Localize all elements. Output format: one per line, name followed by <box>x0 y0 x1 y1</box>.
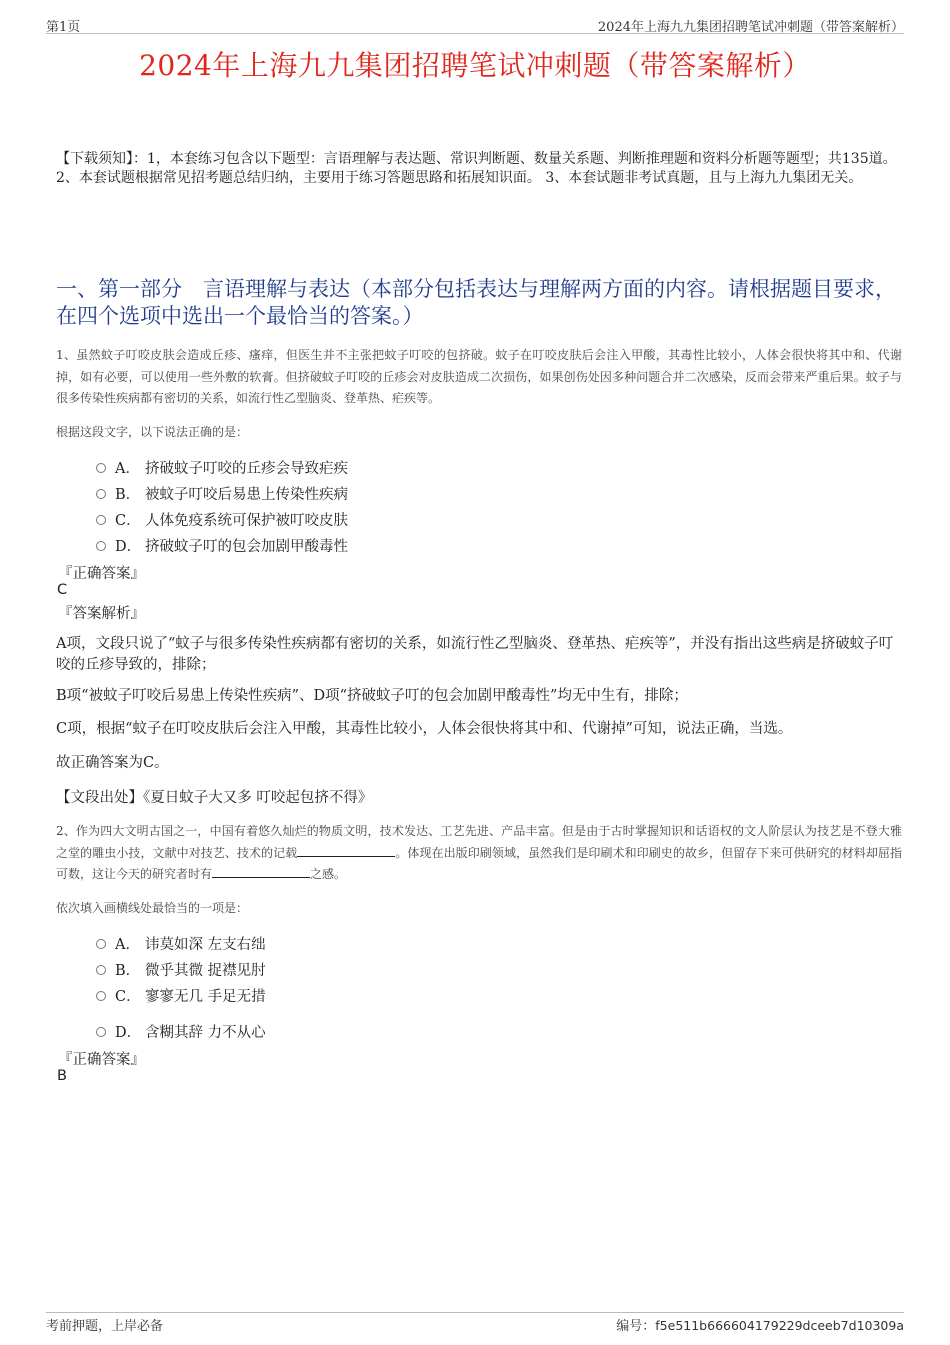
document-title: 2024年上海九九集团招聘笔试冲刺题（带答案解析） <box>139 49 811 82</box>
option-text: 含糊其辞 力不从心 <box>145 1025 266 1041</box>
radio-icon[interactable] <box>96 939 106 949</box>
question-1-analysis-bd: B项“被蚊子叮咬后易患上传染性疾病”、D项“挤破蚊子叮的包会加剧甲酸毒性”均无中生有，排除； <box>56 688 688 704</box>
header-doc-title: 2024年上海九九集团招聘笔试冲刺题（带答案解析） <box>597 20 904 35</box>
question-1-conclusion: 故正确答案为C。 <box>56 755 169 771</box>
radio-icon[interactable] <box>96 965 106 975</box>
option-text: 被蚊子叮咬后易患上传染性疾病 <box>145 487 348 503</box>
footer-slogan: 考前押题，上岸必备 <box>46 1319 164 1334</box>
option-text: 寥寥无几 手足无措 <box>145 989 266 1005</box>
option-letter: D． <box>115 1025 142 1041</box>
option-letter: C． <box>115 513 141 529</box>
question-1-analysis-c: C项，根据“蚊子在叮咬皮肤后会注入甲酸，其毒性比较小，人体会很快将其中和、代谢掉”可知，说法正确，当选。 <box>56 721 793 737</box>
option-text: 挤破蚊子叮咬的丘疹会导致疟疾 <box>145 461 348 477</box>
question-1-answer-label: 『正确答案』 <box>58 566 145 582</box>
footer-code <box>616 1315 904 1334</box>
page-footer <box>46 1312 904 1333</box>
question-2-answer: B <box>57 1068 67 1084</box>
option-text: 讳莫如深 左支右绌 <box>145 937 266 953</box>
option-letter: A． <box>115 461 140 477</box>
question-1-answer: C <box>57 582 68 598</box>
fill-blank-2[interactable] <box>212 865 310 878</box>
question-1-prompt: 根据这段文字，以下说法正确的是： <box>56 425 249 439</box>
radio-icon[interactable] <box>96 489 106 499</box>
footer-code-label: 编号： <box>616 1319 656 1334</box>
question-1-source: 【文段出处】《夏日蚊子大又多 叮咬起包挤不得》 <box>56 790 373 806</box>
question-2-answer-label: 『正确答案』 <box>58 1052 145 1068</box>
radio-icon[interactable] <box>96 1027 106 1037</box>
footer-code-value: f5e511b666604179229dceeb7d10309a <box>655 1318 904 1333</box>
radio-icon[interactable] <box>96 541 106 551</box>
passage-part: 2、作为四大文明古国之一，中国有着悠久灿烂的物质文明，技术发达、工艺先进、产品丰富。但是由于古时掌握知识和话语权的文人阶层认为技艺是不登大雅之堂的雕虫小技，文献中对技艺、技术的记载 <box>56 824 902 860</box>
radio-icon[interactable] <box>96 463 106 473</box>
download-notice: 【下载须知】：1，本套练习包含以下题型：言语理解与表达题、常识判断题、数量关系题、判断推理题和资料分析题等题型；共135道。 2、本套试题根据常见招考题总结归纳，主要用于练习答题思路和拓展知识面。 3、本套试题非考试真题，且与上海九九集团无关。 <box>56 151 897 186</box>
question-2-passage <box>56 821 902 886</box>
question-1-analysis-a: A项，文段只说了“蚊子与很多传染性疾病都有密切的关系，如流行性乙型脑炎、登革热、疟疾等”，并没有指出这些病是挤破蚊子叮咬的丘疹导致的，排除； <box>56 636 894 673</box>
option-text: 微乎其微 捉襟见肘 <box>145 963 266 979</box>
passage-part: 之感。 <box>310 867 347 881</box>
option-letter: D． <box>115 539 142 555</box>
page-number: 第1页 <box>46 20 81 35</box>
section-title: 一、第一部分 言语理解与表达（本部分包括表达与理解两方面的内容。请根据题目要求，在四个选项中选出一个最恰当的答案。） <box>56 277 896 328</box>
question-1-analysis-label: 『答案解析』 <box>58 606 145 622</box>
option-letter: C． <box>115 989 141 1005</box>
option-letter: B． <box>115 487 141 503</box>
question-1-passage: 1、虽然蚊子叮咬皮肤会造成丘疹、瘙痒，但医生并不主张把蚊子叮咬的包挤破。蚊子在叮咬皮肤后会注入甲酸，其毒性比较小，人体会很快将其中和、代谢掉，如有必要，可以使用一些外敷的软膏。但挤破蚊子叮咬的丘疹会对皮肤造成二次损伤，如果创伤处因多种问题合并二次感染，反而会带来严重后果。蚊子与很多传染性疾病都有密切的关系，如流行性乙型脑炎、登革热、疟疾等。 <box>56 348 902 405</box>
page-header <box>46 15 904 34</box>
option-letter: B． <box>115 963 141 979</box>
option-letter: A． <box>115 937 140 953</box>
fill-blank-1[interactable] <box>297 844 395 857</box>
radio-icon[interactable] <box>96 991 106 1001</box>
option-text: 挤破蚊子叮的包会加剧甲酸毒性 <box>145 539 348 555</box>
passage-part: 。体现在出版印刷领域，虽然我们是印刷术和印刷史的故乡，但留存下来可供研究的材料却屈指可数，这让今天的研究者时有 <box>56 845 902 881</box>
radio-icon[interactable] <box>96 515 106 525</box>
option-text: 人体免疫系统可保护被叮咬皮肤 <box>145 513 348 529</box>
question-2-prompt: 依次填入画横线处最恰当的一项是： <box>56 901 249 915</box>
